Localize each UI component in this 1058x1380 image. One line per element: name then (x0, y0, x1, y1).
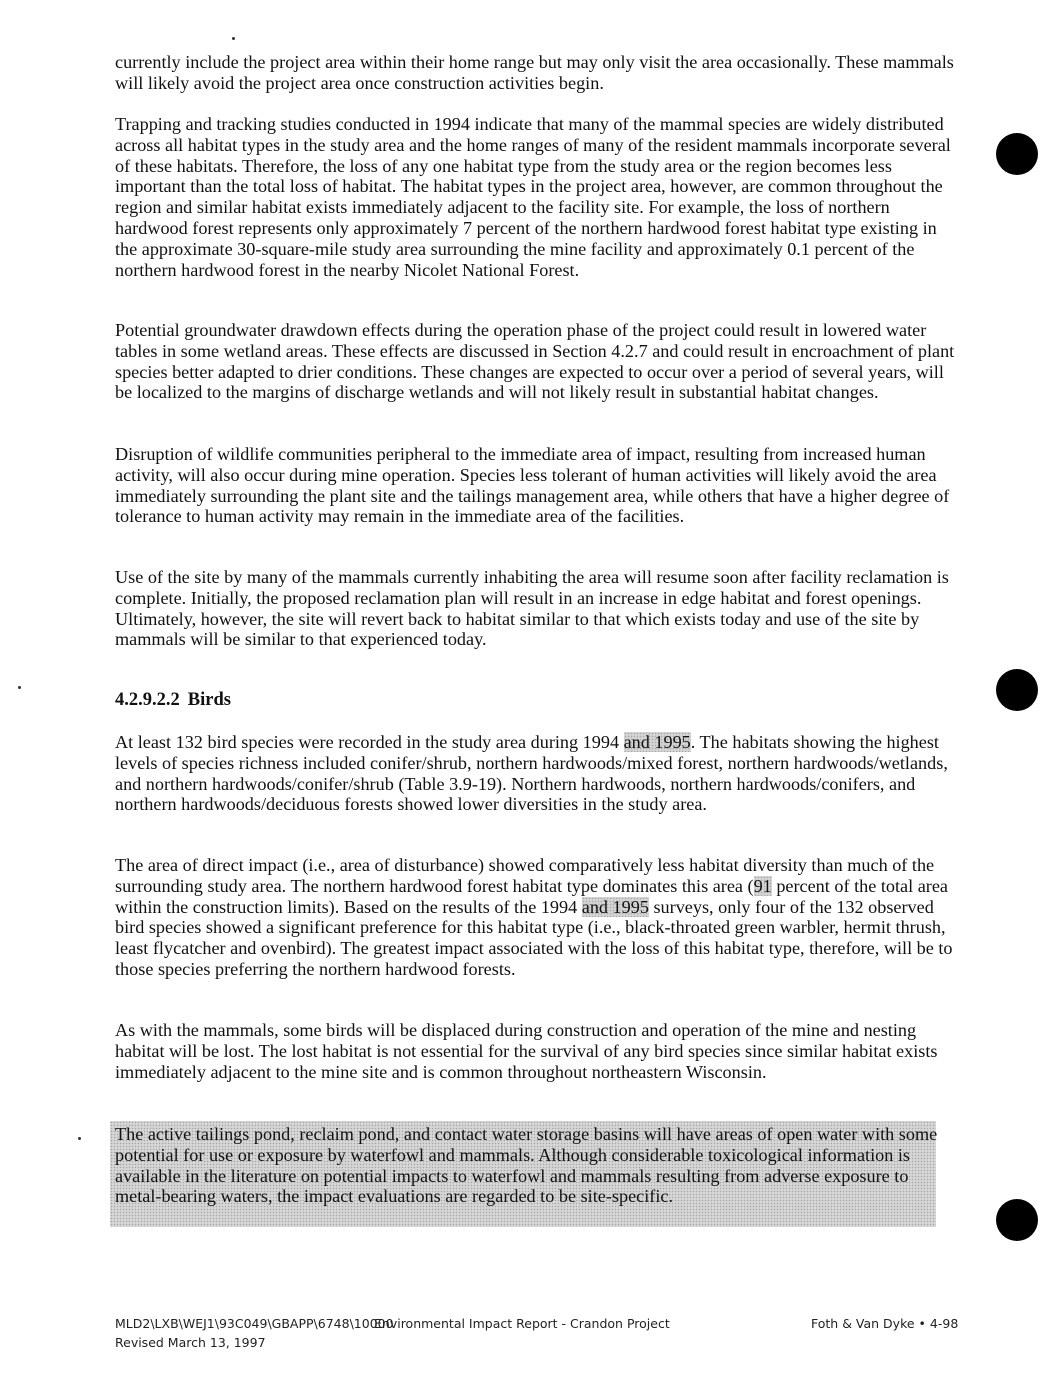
revision-marker-dot (996, 133, 1038, 175)
paragraph-tailings-pond: The active tailings pond, reclaim pond, and contact water storage basins will have areas of open water with some potential for use or exposure by waterfowl and mammals. Although considerable toxicological information is available in the literature on potential impacts to waterfowl and mammals resulting from adverse exposure to metal-bearing waters, the impact evaluations are regarded to be site-specific. (115, 1124, 938, 1207)
text-run: The area of direct impact (i.e., area of disturbance) showed comparatively less habitat diversity than much of the surrounding study area. The northern hardwood forest habitat type dominates this area ( (115, 855, 935, 896)
scan-speck (78, 1137, 81, 1140)
paragraph-site-reclamation: Use of the site by many of the mammals currently inhabiting the area will resume soon after facility reclamation is complete. Initially, the proposed reclamation plan will result in an increase in edge habitat and forest openings. Ultimately, however, the site will revert back to habitat similar to that which exists today and use of the site by mammals will be similar to that experienced today. (115, 567, 949, 650)
section-heading (115, 690, 231, 711)
footer-company: Foth & Van Dyke (811, 1316, 915, 1331)
section-number: 4.2.9.2.2 (115, 690, 180, 710)
text-run: . The habitats showing the highest levels of species richness included conifer/shrub, northern hardwoods/mixed forest, northern hardwoods/wetlands, and northern hardwoods/conifer/shrub (Table 3.9-19). Northern hardwoods, northern hardwoods/conifers, and northern hardwoods/deciduous forests showed lower diversities in the study area. (115, 732, 948, 815)
paragraph-bird-displacement: As with the mammals, some birds will be displaced during construction and operation of the mine and nesting habitat will be lost. The lost habitat is not essential for the survival of any bird species since similar habitat exists immediately adjacent to the mine site and is common throughout northeastern Wisconsin. (115, 1020, 938, 1082)
paragraph-groundwater-drawdown: Potential groundwater drawdown effects during the operation phase of the project could result in lowered water tables in some wetland areas. These effects are discussed in Section 4.2.7 and could result in encroachment of plant species better adapted to drier conditions. These changes are expected to occur over a period of several years, will be localized to the margins of discharge wetlands and will not likely result in substantial habitat changes. (115, 320, 955, 403)
revision-highlight: and 1995 (623, 732, 691, 752)
revision-marker-dot (996, 669, 1038, 711)
paragraph-trapping-studies: Trapping and tracking studies conducted in 1994 indicate that many of the mammal species are widely distributed across all habitat types in the study area and the home ranges of many of the resident mammals incorporate several of these habitats. Therefore, the loss of any one habitat type from the study area or the region becomes less important than the total loss of habitat. The habitat types in the project area, however, are common throughout the region and similar habitat exists immediately adjacent to the facility site. For example, the loss of northern hardwood forest represents only approximately 7 percent of the northern hardwood forest habitat type existing in the approximate 30-square-mile study area surrounding the mine facility and approximately 0.1 percent of the northern hardwood forest in the nearby Nicolet National Forest. (115, 114, 951, 280)
revision-marker-dot (996, 1199, 1038, 1241)
scan-speck (18, 686, 21, 689)
text-run: percent of the total area within the construction limits). Based on the results of the 1994 (115, 875, 948, 917)
text-run: At least 132 bird species were recorded in the study area during 1994 (115, 732, 624, 752)
revision-highlight: and 1995 (581, 896, 649, 917)
footer-left (115, 1314, 394, 1352)
footer-file-path: MLD2\LXB\WEJ1\93C049\GBAPP\6748\10000 (115, 1316, 394, 1331)
footer-right (811, 1314, 958, 1333)
paragraph-bird-species (115, 732, 955, 815)
paragraph-mammals-intro: currently include the project area within their home range but may only visit the area occasionally. These mammals will likely avoid the project area once construction activities begin. (115, 52, 954, 93)
page-number: 4-98 (929, 1316, 959, 1331)
footer-revised-date: Revised March 13, 1997 (115, 1335, 266, 1350)
footer-document-title: Environmental Impact Report - Crandon Project (374, 1316, 670, 1331)
paragraph-direct-impact (115, 855, 955, 980)
bullet-icon: • (918, 1316, 926, 1331)
revision-highlight: 91 (753, 875, 772, 896)
scan-speck (232, 37, 235, 40)
paragraph-wildlife-disruption: Disruption of wildlife communities peripheral to the immediate area of impact, resulting from increased human activity, will also occur during mine operation. Species less tolerant of human activities will likely avoid the area immediately surrounding the plant site and the tailings management area, while others that have a higher degree of tolerance to human activity may remain in the immediate area of the facilities. (115, 444, 950, 527)
section-title: Birds (187, 690, 231, 710)
text-run: surveys, only four of the 132 observed bird species showed a significant preference for this habitat type (i.e., black-throated green warbler, hermit thrush, least flycatcher and ovenbird). The greatest impact associated with the loss of this habitat type, therefore, will be to those species preferring the northern hardwood forests. (115, 896, 953, 979)
